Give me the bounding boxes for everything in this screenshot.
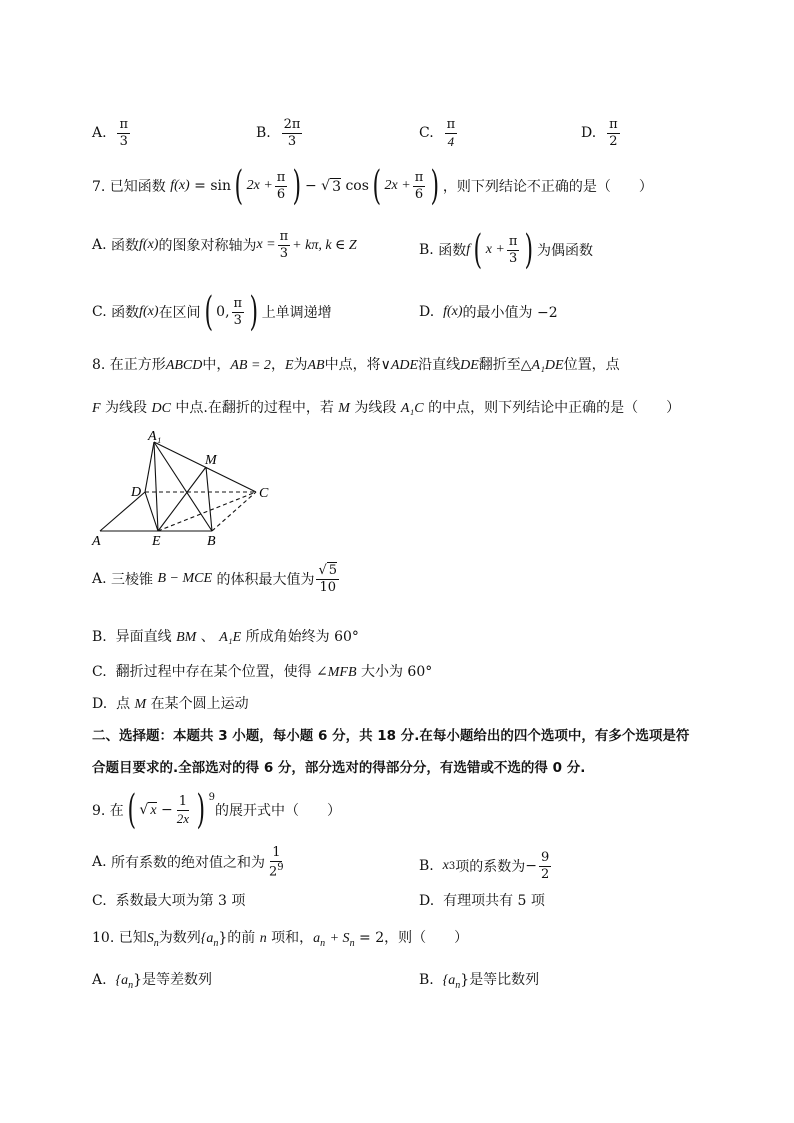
edge-a1e xyxy=(154,442,158,531)
sqrt-value: 3 xyxy=(332,178,341,195)
math-text: M xyxy=(338,401,350,416)
right-paren: ) xyxy=(292,163,302,209)
numerator: π xyxy=(508,233,518,249)
q7-option-c xyxy=(92,289,332,335)
numerator: π xyxy=(233,295,243,311)
option-label: A. xyxy=(92,854,107,871)
math-text: + S xyxy=(329,931,350,946)
text: 翻折至 xyxy=(478,357,521,373)
math-text: AB = 2 xyxy=(230,358,271,373)
edge-a1b xyxy=(154,442,212,531)
option-text: 、 xyxy=(200,629,215,645)
numerator: π xyxy=(276,169,286,185)
option-label: B. xyxy=(256,125,271,142)
text: 的中点，则下列结论中正确的是（ ） xyxy=(428,400,681,416)
edge-me xyxy=(158,467,206,531)
option-label: C. xyxy=(92,664,107,680)
math-text: 0, xyxy=(216,304,230,320)
denominator: 10 xyxy=(319,579,337,595)
text: 8. 在正方形 xyxy=(92,357,166,373)
option-text: 的图象对称轴为 xyxy=(158,238,257,255)
edge-bc xyxy=(212,492,256,531)
option-text: 大小为 60° xyxy=(360,664,433,680)
math-text: AB xyxy=(307,358,325,373)
option-text: 是等差数列 xyxy=(142,972,212,988)
option-text: 三棱锥 xyxy=(111,572,154,589)
fraction xyxy=(607,118,620,148)
function-name: f(x) xyxy=(443,304,463,319)
math-text: ∠MFB xyxy=(316,665,357,680)
question-tail: ，则（ ） xyxy=(384,930,469,946)
text: 为线段 xyxy=(105,400,148,416)
option-label: A. xyxy=(92,972,107,988)
q8-option-a xyxy=(92,564,341,594)
denominator: 2 xyxy=(609,133,618,149)
option-text: 函数 xyxy=(111,238,140,255)
option-label: B. xyxy=(419,972,434,988)
q6-option-a xyxy=(92,118,132,148)
subscript: n xyxy=(455,979,461,991)
edge-a1d xyxy=(145,442,154,492)
math-text: − xyxy=(304,178,317,194)
math-text: x xyxy=(442,858,449,874)
edge-mb xyxy=(206,467,212,531)
subscript: n xyxy=(128,979,134,991)
fraction xyxy=(316,564,339,594)
question-number: 7. 已知函数 xyxy=(92,179,166,195)
numerator: π xyxy=(119,117,129,132)
fraction xyxy=(275,171,288,201)
math-text: } xyxy=(460,972,470,988)
option-text: 翻折过程中存在某个位置，使得 xyxy=(115,664,312,680)
math-text: ∨ADE xyxy=(380,358,419,373)
option-label: A. xyxy=(92,237,107,254)
right-paren: ) xyxy=(249,289,259,335)
denominator: 2 xyxy=(540,866,550,882)
left-paren: ( xyxy=(473,227,483,273)
section2-line1: 二、选择题：本题共 3 小题，每小题 6 分，共 18 分.在每小题给出的四个选项中，有多个选项是符 xyxy=(92,728,690,744)
denominator xyxy=(267,862,286,879)
q9-option-b xyxy=(419,851,553,881)
math-text: + kπ, k ∈ Z xyxy=(292,237,357,253)
math-text: S xyxy=(146,931,154,946)
left-paren: ( xyxy=(204,289,213,335)
denominator: 3 xyxy=(509,250,518,266)
function-name: f(x) xyxy=(139,304,159,319)
numerator: π xyxy=(609,117,618,132)
fraction xyxy=(445,118,458,148)
subscript: n xyxy=(320,937,326,949)
denominator-base: 2 xyxy=(269,863,278,879)
option-label: D. xyxy=(581,125,597,142)
label-a: A xyxy=(92,534,101,549)
q9-stem: 9. 在 ( √ x − $\frac{1}{2x}$ ) $^9$ 的展开式中（ ） xyxy=(92,787,342,833)
q8-figure xyxy=(88,425,288,550)
denominator: 6 xyxy=(414,186,424,202)
option-label: C. xyxy=(92,304,107,320)
option-text: 在区间 xyxy=(158,305,201,321)
numerator: √ 5 xyxy=(318,563,338,578)
denominator: 2x xyxy=(176,810,190,826)
fraction xyxy=(282,118,303,148)
option-label: B. xyxy=(92,629,107,645)
function-name: f xyxy=(466,242,471,257)
text: 为线段 xyxy=(354,400,397,416)
math-text: BM xyxy=(176,630,197,645)
q10-stem xyxy=(92,927,468,949)
math-text: B − MCE xyxy=(157,571,213,587)
option-label: C. xyxy=(419,125,434,142)
function-name: f(x) xyxy=(139,237,159,253)
subscript: n xyxy=(349,937,355,949)
fraction xyxy=(175,795,191,825)
numerator: π xyxy=(279,229,289,244)
denominator: 4 xyxy=(447,133,455,149)
option-text: 系数最大项为第 3 项 xyxy=(115,893,246,909)
option-text: 项的系数为 xyxy=(455,859,526,876)
denominator: 3 xyxy=(279,245,289,261)
option-text: 有理项共有 5 项 xyxy=(443,893,545,909)
q8-stem-line2 xyxy=(92,397,680,417)
exponent: 9 xyxy=(277,861,284,873)
math-text: ABCD xyxy=(165,358,203,373)
question-number: 9. 在 xyxy=(92,803,124,819)
q6-option-b xyxy=(256,118,304,148)
text: 位置，点 xyxy=(563,357,620,373)
math-text: − xyxy=(525,858,537,875)
fraction xyxy=(413,171,426,201)
q7-stem: 7. 已知函数 f(x) = sin ( 2x + $\frac{\pi}{6}$ ) − √ 3 cos ( 2x + $\frac{\pi}{6}$ ) ，则下列结论不正确的是（ ） xyxy=(92,163,653,209)
numerator: π xyxy=(446,117,456,132)
math-text: 2x + xyxy=(246,178,273,193)
label-b: B xyxy=(207,534,216,549)
option-text: 点 xyxy=(116,696,131,712)
question-tail: 的展开式中（ ） xyxy=(215,803,342,819)
text: 中， xyxy=(202,357,231,373)
question-tail: ，则下列结论不正确的是（ ） xyxy=(442,179,653,195)
text: 为 xyxy=(293,357,308,373)
text: 中点.在翻折的过程中，若 xyxy=(175,400,334,416)
fraction xyxy=(507,235,520,265)
math-text: {a xyxy=(442,973,456,988)
option-text: 的最小值为 −2 xyxy=(462,305,558,321)
option-text: 是等比数列 xyxy=(469,972,540,988)
math-text: } xyxy=(133,972,142,988)
math-text: n xyxy=(259,931,267,946)
sqrt-value: x xyxy=(150,802,157,818)
q8-option-d xyxy=(92,693,249,713)
left-paren: ( xyxy=(234,163,244,209)
text: ， xyxy=(270,357,285,373)
q8-stem-line1 xyxy=(92,354,620,374)
math-text: {a xyxy=(200,931,214,946)
q10-option-b xyxy=(419,969,539,991)
option-label: A. xyxy=(92,571,107,588)
option-text: 上单调递增 xyxy=(261,305,332,321)
option-label: C. xyxy=(92,893,107,909)
exponent: 9 xyxy=(208,792,216,803)
text: 项和， xyxy=(271,930,314,946)
math-text: cos xyxy=(345,178,369,194)
left-paren: ( xyxy=(127,787,136,833)
q7-option-a xyxy=(92,230,357,260)
option-text: 函数 xyxy=(111,305,140,321)
math-text: F xyxy=(92,401,101,416)
denominator: 6 xyxy=(276,186,286,202)
question-number: 10. 已知 xyxy=(92,930,147,946)
option-text: 所有系数的绝对值之和为 xyxy=(111,855,266,872)
fraction xyxy=(232,297,245,327)
exponent: 3 xyxy=(448,860,456,872)
option-text: 在某个圆上运动 xyxy=(150,696,249,712)
numerator: 1 xyxy=(272,845,281,860)
right-paren: ) xyxy=(196,787,206,833)
q10-option-a xyxy=(92,969,212,991)
text: 沿直线 xyxy=(418,357,461,373)
text: 为数列 xyxy=(158,930,201,946)
option-label: D. xyxy=(92,696,108,712)
option-label: B. xyxy=(419,242,434,258)
math-text: 2x + xyxy=(384,178,411,193)
option-label: D. xyxy=(419,304,435,320)
option-label: D. xyxy=(419,893,435,909)
label-e: E xyxy=(152,534,161,549)
math-text: a xyxy=(313,931,321,946)
option-text: 异面直线 xyxy=(115,629,172,645)
sqrt-value: 5 xyxy=(328,563,338,578)
numerator: 1 xyxy=(178,793,188,809)
q9-option-a xyxy=(92,846,288,879)
q7-option-b xyxy=(419,227,594,273)
option-label: A. xyxy=(92,125,107,142)
subscript: n xyxy=(213,937,219,949)
label-m: M xyxy=(205,453,217,468)
q7-option-d xyxy=(419,302,558,322)
function-name: f(x) xyxy=(170,178,190,193)
math-text: E xyxy=(284,358,294,373)
math-text: △A₁DE xyxy=(520,358,564,373)
fraction xyxy=(117,118,130,148)
math-text: = sin xyxy=(194,178,232,194)
math-text: x = xyxy=(256,237,276,253)
denominator: 3 xyxy=(233,312,242,328)
fraction xyxy=(278,230,291,260)
fraction xyxy=(267,846,286,879)
denominator: 3 xyxy=(119,133,128,149)
math-text: M xyxy=(134,697,147,712)
q9-option-c xyxy=(92,890,245,910)
label-a1: A₁ xyxy=(148,429,162,444)
left-paren: ( xyxy=(372,163,382,209)
math-text: A₁E xyxy=(219,630,242,645)
q8-option-b xyxy=(92,626,359,646)
label-c: C xyxy=(259,486,269,501)
q6-option-c xyxy=(419,118,459,148)
text: 的前 xyxy=(227,930,256,946)
numerator: 9 xyxy=(540,850,550,865)
option-text: 函数 xyxy=(438,243,467,259)
numerator: 2π xyxy=(283,117,301,132)
math-text: = 2 xyxy=(359,930,385,946)
math-text: − xyxy=(161,802,173,818)
right-paren: ) xyxy=(524,227,534,273)
option-text: 所成角始终为 60° xyxy=(245,629,359,645)
right-paren: ) xyxy=(430,163,440,209)
q6-option-d xyxy=(581,118,622,148)
option-label: B. xyxy=(419,858,434,875)
label-d: D xyxy=(131,485,142,500)
math-text: {a xyxy=(115,973,129,988)
math-text: DE xyxy=(460,358,479,373)
q8-option-c xyxy=(92,661,432,681)
math-text: x + xyxy=(485,242,505,257)
fraction xyxy=(539,851,551,881)
math-text: A₁C xyxy=(400,401,424,416)
subscript: n xyxy=(153,937,159,949)
option-text: 的体积最大值为 xyxy=(216,572,315,589)
math-text: } xyxy=(218,930,228,946)
numerator: π xyxy=(414,169,424,185)
text: 中点，将 xyxy=(324,357,381,373)
denominator: 3 xyxy=(287,133,297,149)
section2-line2: 合题目要求的.全部选对的得 6 分，部分选对的得部分分，有选错或不选的得 0 分. xyxy=(92,760,586,776)
math-text: DC xyxy=(151,401,171,416)
option-text: 为偶函数 xyxy=(537,243,594,259)
q9-option-d xyxy=(419,890,545,910)
